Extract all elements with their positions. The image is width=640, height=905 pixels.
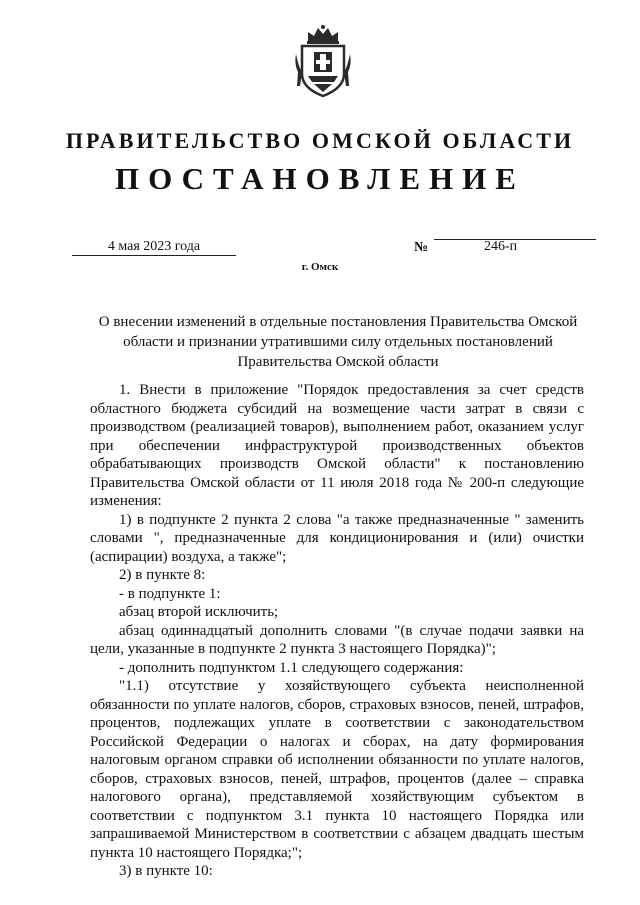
paragraph: 1. Внести в приложение "Порядок предоставления за счет средств областного бюджета субсидий на возмещение части затрат в связи с производством (реализацией товаров), выполнением работ, оказанием услуг при обеспечении инфраструктурой производственных объектов обрабатывающих производств Омской области" к постановлению Правительства Омской области от 11 июля 2018 года № 200-п следующие изменения:: [90, 382, 584, 509]
document-body: [90, 381, 584, 881]
document-subject: О внесении изменений в отдельные постановления Правительства Омской области и признании утратившими силу отдельных постановлений Правительства Омской области: [98, 314, 578, 370]
paragraph: 2) в пункте 8:: [119, 567, 206, 583]
organization-title: ПРАВИТЕЛЬСТВО ОМСКОЙ ОБЛАСТИ: [65, 128, 575, 153]
paragraph: абзац одиннадцатый дополнить словами "(в случае подачи заявки на цели, указанные в подпункте 2 пункта 3 настоящего Порядка)";: [90, 622, 584, 657]
city: г. Омск: [301, 261, 339, 273]
paragraph: "1.1) отсутствие у хозяйствующего субъекта неисполненной обязанности по уплате налогов, сборов, страховых взносов, пеней, штрафов, процентов, подлежащих уплате в соответствии с законодательством Российской Федерации о налогах и сборах, на дату формирования налоговым органом справки об исполнении обязанности по уплате налогов, сборов, страховых взносов, пеней, штрафов, процентов (далее – справка налогового органа), представляемой хозяйствующим субъектом в соответствии с подпунктом 3.1 пункта 10 настоящего Порядка или запрашиваемой Министерством в соответствии с абзацем двадцать шестым пункта 10 настоящего Порядка;";: [90, 678, 584, 861]
number-sign: №: [414, 240, 429, 255]
paragraph: абзац второй исключить;: [119, 604, 279, 620]
paragraph: - дополнить подпунктом 1.1 следующего содержания:: [119, 659, 464, 676]
paragraph: 1) в подпункте 2 пункта 2 слова "а также предназначенные " заменить словами ", предназначенные для кондиционирования и (или) очистки (аспирации) воздуха, а также";: [90, 511, 584, 565]
omsk-coat-of-arms-icon: [294, 24, 352, 98]
document-type: ПОСТАНОВЛЕНИЕ: [115, 161, 525, 196]
document-number-field: [434, 239, 596, 254]
paragraph: - в подпункте 1:: [119, 585, 221, 602]
paragraph: 3) в пункте 10:: [119, 863, 213, 879]
document-number: 246-п: [484, 239, 518, 254]
document-date: 4 мая 2023 года: [72, 239, 236, 256]
